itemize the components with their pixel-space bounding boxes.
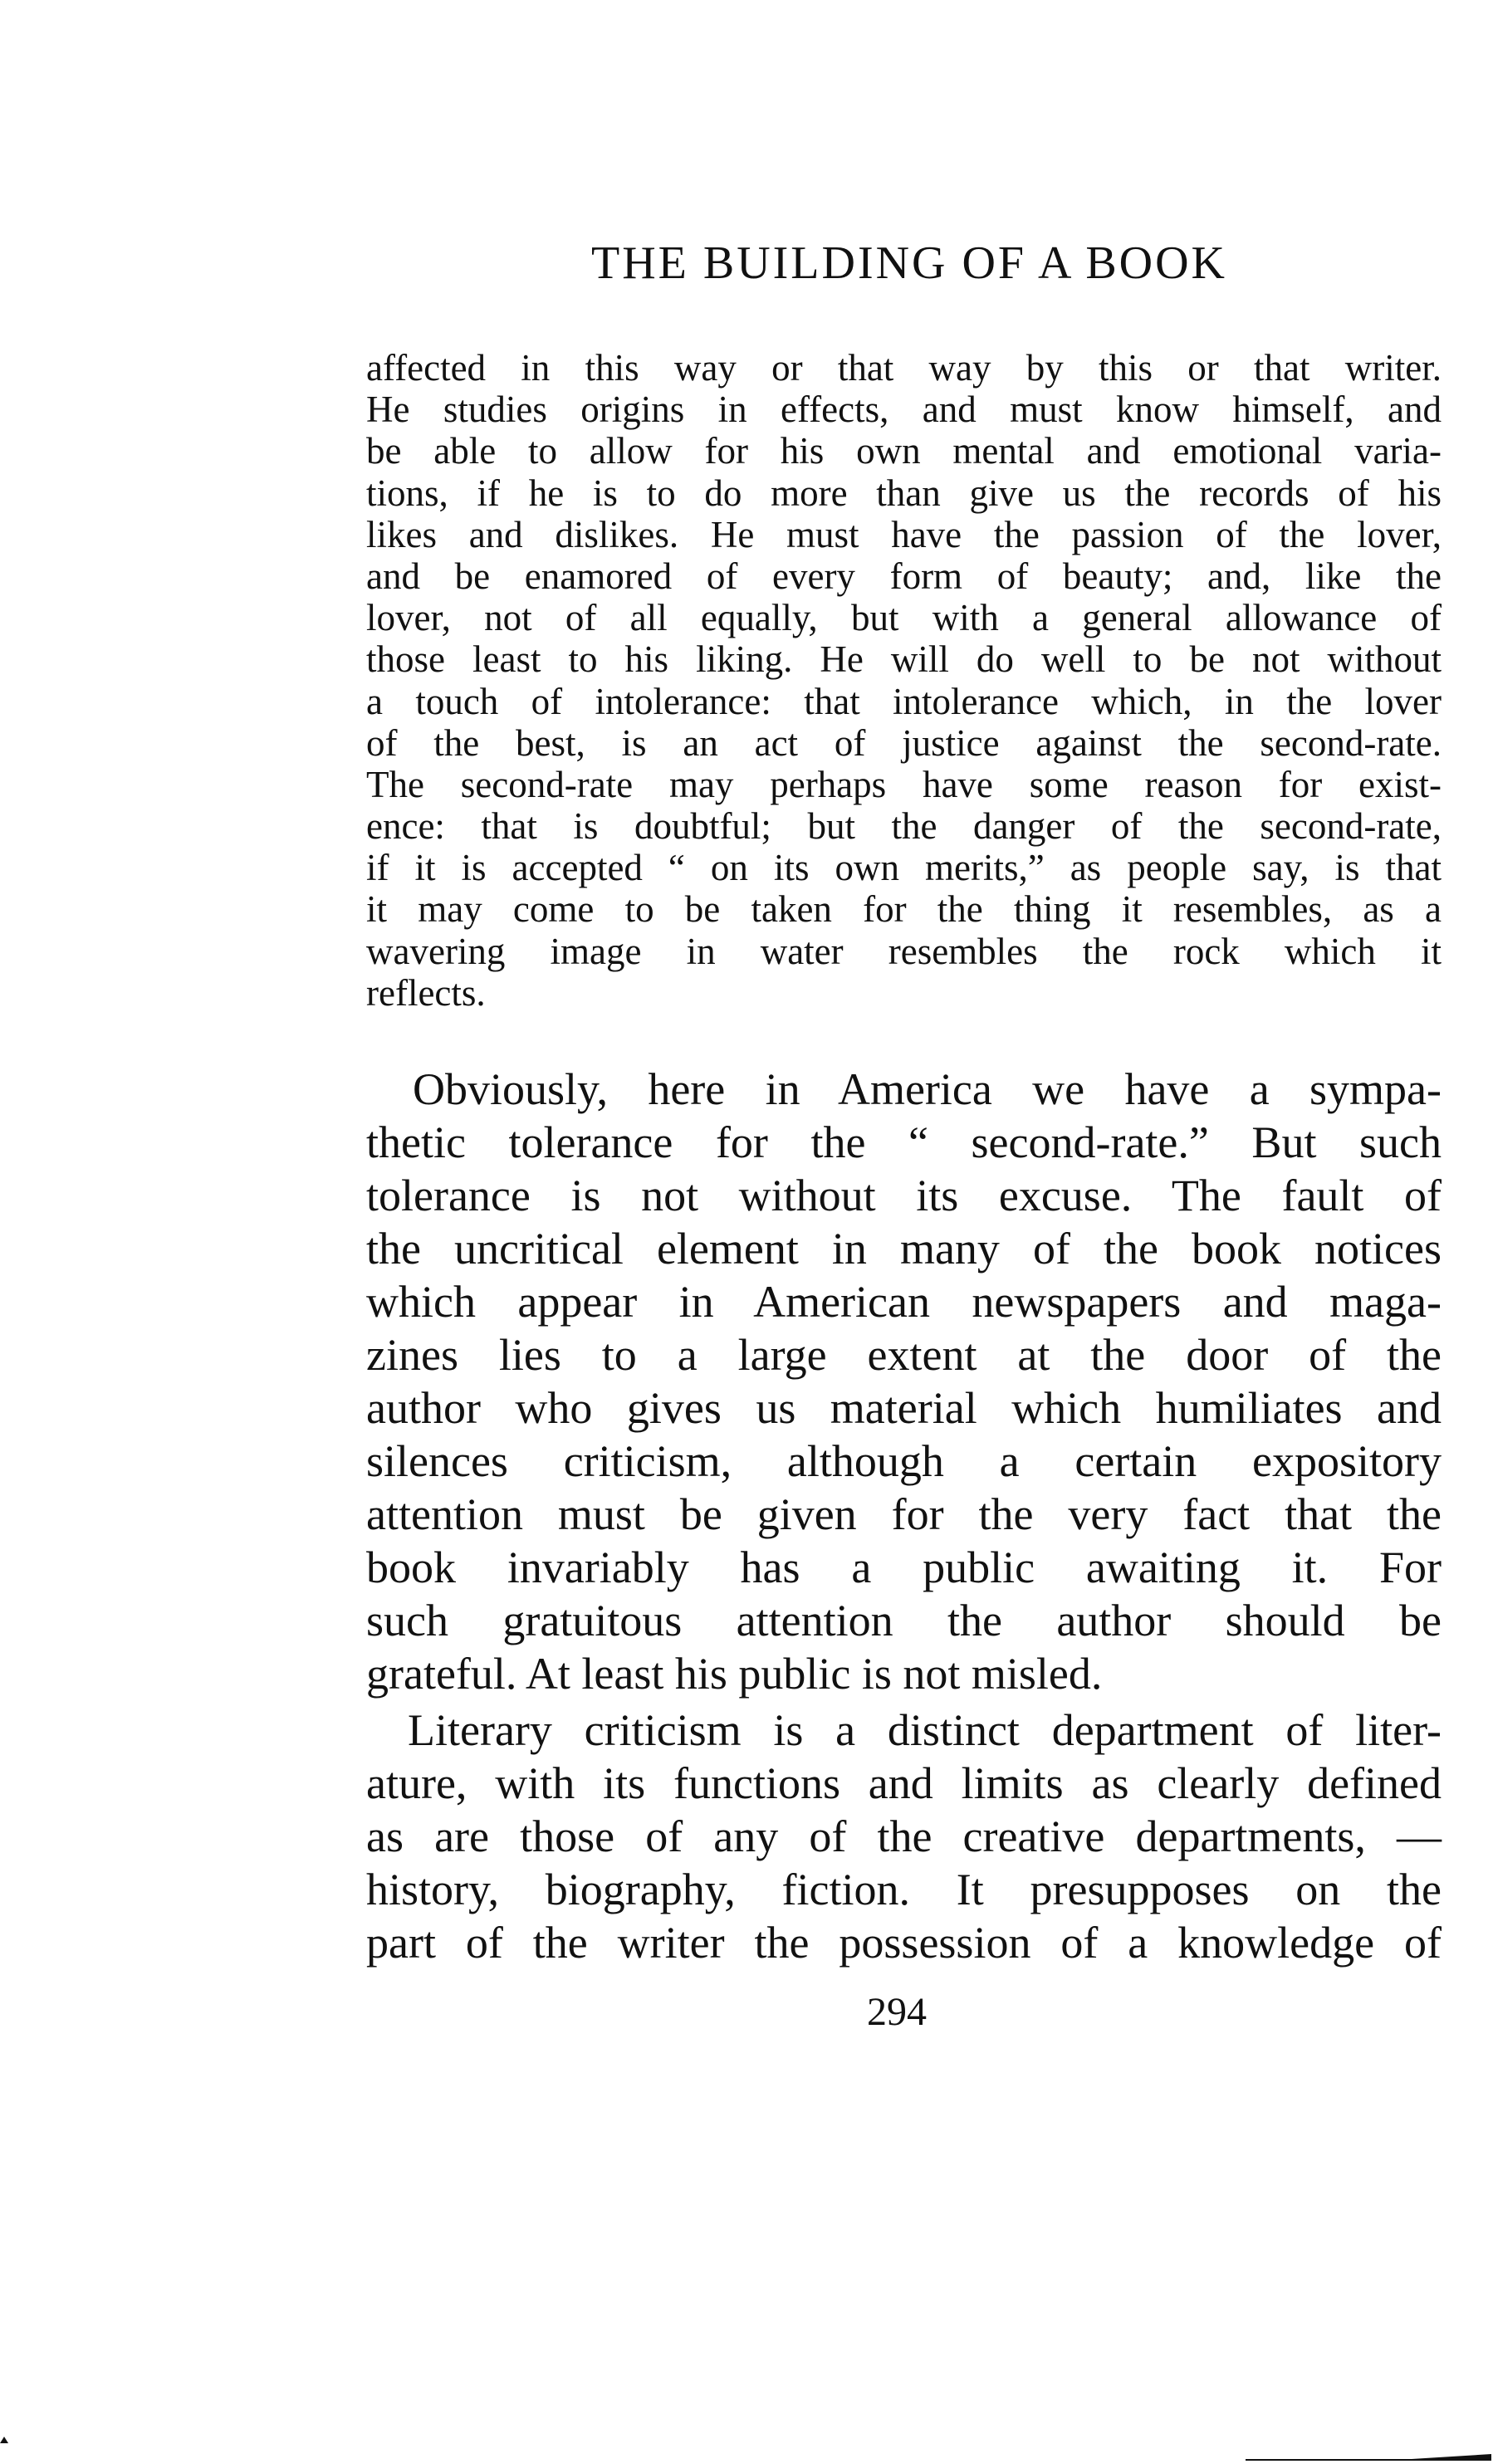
paragraph-line: Obviously, here in America we have a sympa- [413,1064,1442,1114]
running-header: THE BUILDING OF A BOOK [591,237,1227,289]
scan-edge-wedge [1412,2454,1491,2459]
scan-edge-line [1246,2459,1491,2461]
block-quote-line: if it is accepted “ on its own merits,” as people say, is that [366,847,1442,889]
paragraph-line: as are those of any of the creative departments, — [366,1811,1442,1861]
block-quote-line: lover, not of all equally, but with a general allowance of [366,597,1442,639]
block-quote-line: tions, if he is to do more than give us the records of his [366,472,1442,514]
paragraph-line: which appear in American newspapers and maga- [366,1277,1442,1327]
paragraph-line: grateful. At least his public is not misled. [366,1649,1103,1699]
paragraph-line: author who gives us material which humiliates and [366,1383,1442,1433]
paragraph-line: attention must be given for the very fact that the [366,1489,1442,1539]
paragraph-line: zines lies to a large extent at the door of the [366,1330,1442,1380]
paragraph-line: history, biography, fiction. It presupposes on the [366,1865,1442,1914]
block-quote-line: The second-rate may perhaps have some reason for exist- [366,763,1442,805]
paragraph-line: Literary criticism is a distinct department of liter- [408,1705,1442,1755]
paragraph-1 [366,1063,1442,1700]
block-quote-line: a touch of intolerance: that intolerance which, in the lover [366,680,1442,722]
paragraph-line: tolerance is not without its excuse. The fault of [366,1171,1442,1220]
block-quote-line: reflects. [366,971,486,1014]
block-quote-line: He studies origins in effects, and must know himself, and [366,389,1442,431]
block-quote [366,347,1442,1014]
block-quote-line: ence: that is doubtful; but the danger of the second-rate, [366,805,1442,848]
paragraph-line: such gratuitous attention the author should be [366,1596,1442,1645]
paragraph-line: thetic tolerance for the “ second-rate.” But such [366,1117,1442,1167]
block-quote-line: wavering image in water resembles the rock which it [366,930,1442,972]
page-number: 294 [867,1990,927,2034]
block-quote-line: likes and dislikes. He must have the passion of the lover, [366,513,1442,555]
paragraph-line: ature, with its functions and limits as clearly defined [366,1758,1442,1808]
body-text [366,1063,1442,1969]
block-quote-line: of the best, is an act of justice against the second-rate. [366,721,1442,764]
paragraph-line: part of the writer the possession of a knowledge of [366,1918,1442,1968]
paragraph-line: book invariably has a public awaiting it. For [366,1542,1442,1592]
paragraph-line: silences criticism, although a certain expository [366,1436,1442,1486]
paragraph-2 [366,1704,1442,1969]
block-quote-line: those least to his liking. He will do well to be not without [366,638,1442,681]
block-quote-line: be able to allow for his own mental and emotional varia- [366,430,1442,472]
block-quote-line: and be enamored of every form of beauty; and, like the [366,555,1442,597]
block-quote-line: affected in this way or that way by this or that writer. [366,347,1442,389]
paragraph-line: the uncritical element in many of the book notices [366,1224,1442,1274]
block-quote-line: it may come to be taken for the thing it resembles, as a [366,888,1442,931]
scan-edge-mark [0,2437,8,2443]
